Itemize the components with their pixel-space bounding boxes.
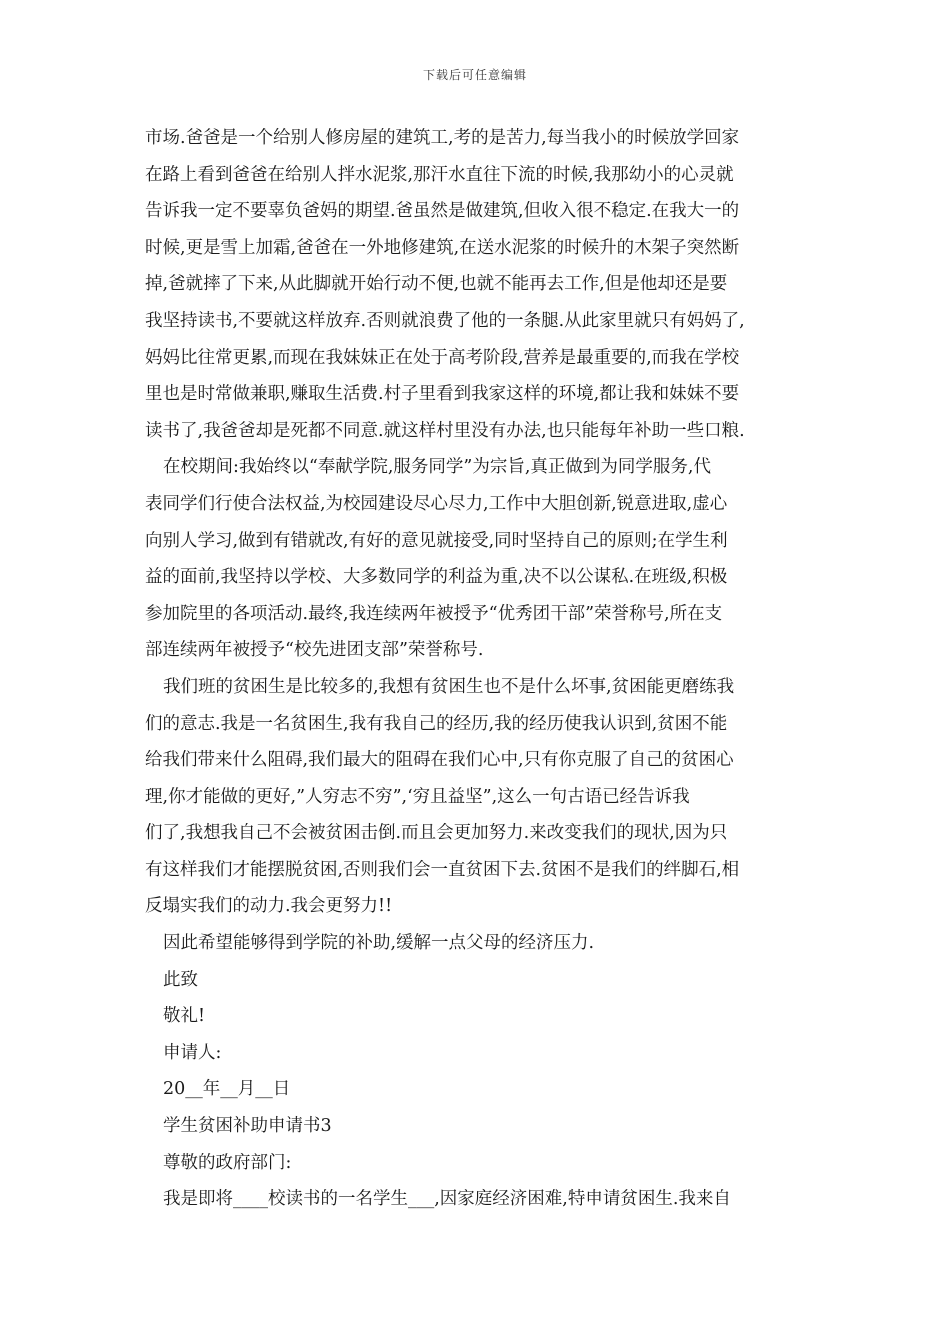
- text-line: 里也是时常做兼职,赚取生活费.村子里看到我家这样的环境,都让我和妹妹不要: [145, 384, 740, 405]
- text-line: 们的意志.我是一名贫困生,我有我自己的经历,我的经历使我认识到,贫困不能: [145, 713, 728, 734]
- section-title: 学生贫困补助申请书3: [163, 1116, 332, 1137]
- paragraph-start-line: 我是即将____校读书的一名学生___,因家庭经济困难,特申请贫困生.我来自: [163, 1189, 731, 1210]
- page-header: 下载后可任意编辑: [422, 68, 527, 82]
- date-line: 20__年__月__日: [163, 1079, 291, 1100]
- text-line: 反塌实我们的动力.我会更努力!!: [145, 896, 393, 917]
- text-line: 告诉我一定不要辜负爸妈的期望.爸虽然是做建筑,但收入很不稳定.在我大一的: [145, 201, 740, 222]
- paragraph-start-line: 因此希望能够得到学院的补助,缓解一点父母的经济压力.: [163, 933, 595, 954]
- text-line: 读书了,我爸爸却是死都不同意.就这样村里没有办法,也只能每年补助一些口粮.: [145, 420, 745, 441]
- text-line: 们了,我想我自己不会被贫困击倒.而且会更加努力.来改变我们的现状,因为只: [145, 823, 728, 844]
- text-line: 我坚持读书,不要就这样放弃.否则就浪费了他的一条腿.从此家里就只有妈妈了,: [145, 310, 745, 331]
- text-line: 参加院里的各项活动.最终,我连续两年被授予“优秀团干部”荣誉称号,所在支: [145, 603, 723, 624]
- applicant-label: 申请人:: [163, 1042, 222, 1063]
- letter-greeting: 尊敬的政府部门:: [163, 1152, 292, 1173]
- text-line: 表同学们行使合法权益,为校园建设尽心尽力,工作中大胆创新,锐意进取,虚心: [145, 493, 728, 514]
- text-line: 益的面前,我坚持以学校、大多数同学的利益为重,决不以公谋私.在班级,积极: [145, 567, 728, 588]
- text-line: 部连续两年被授予“校先进团支部”荣誉称号.: [145, 640, 484, 661]
- text-line: 给我们带来什么阻碍,我们最大的阻碍在我们心中,只有你克服了自己的贫困心: [145, 750, 734, 771]
- text-line: 有这样我们才能摆脱贫困,否则我们会一直贫困下去.贫困不是我们的绊脚石,相: [145, 859, 740, 880]
- text-line: 妈妈比往常更累,而现在我妹妹正在处于高考阶段,营养是最重要的,而我在学校: [145, 347, 740, 368]
- text-line: 时候,更是雪上加霜,爸爸在一外地修建筑,在送水泥浆的时候升的木架子突然断: [145, 237, 740, 258]
- text-line: 在路上看到爸爸在给别人拌水泥浆,那汗水直往下流的时候,我那幼小的心灵就: [145, 164, 734, 185]
- closing-regards: 敬礼!: [163, 1006, 206, 1027]
- text-line: 市场.爸爸是一个给别人修房屋的建筑工,考的是苦力,每当我小的时候放学回家: [145, 128, 740, 148]
- closing-salutation: 此致: [163, 969, 198, 990]
- text-line: 掉,爸就摔了下来,从此脚就开始行动不便,也就不能再去工作,但是他却还是要: [145, 274, 728, 295]
- paragraph-start-line: 在校期间:我始终以“奉献学院,服务同学”为宗旨,真正做到为同学服务,代: [163, 457, 711, 478]
- document-body: [145, 120, 805, 1218]
- text-line: 向别人学习,做到有错就改,有好的意见就接受,同时坚持自己的原则;在学生利: [145, 530, 728, 551]
- text-line: 理,你才能做的更好,”人穷志不穷”,‘穷且益坚”,这么一句古语已经告诉我: [145, 786, 690, 807]
- paragraph-start-line: 我们班的贫困生是比较多的,我想有贫困生也不是什么坏事,贫困能更磨练我: [163, 676, 735, 697]
